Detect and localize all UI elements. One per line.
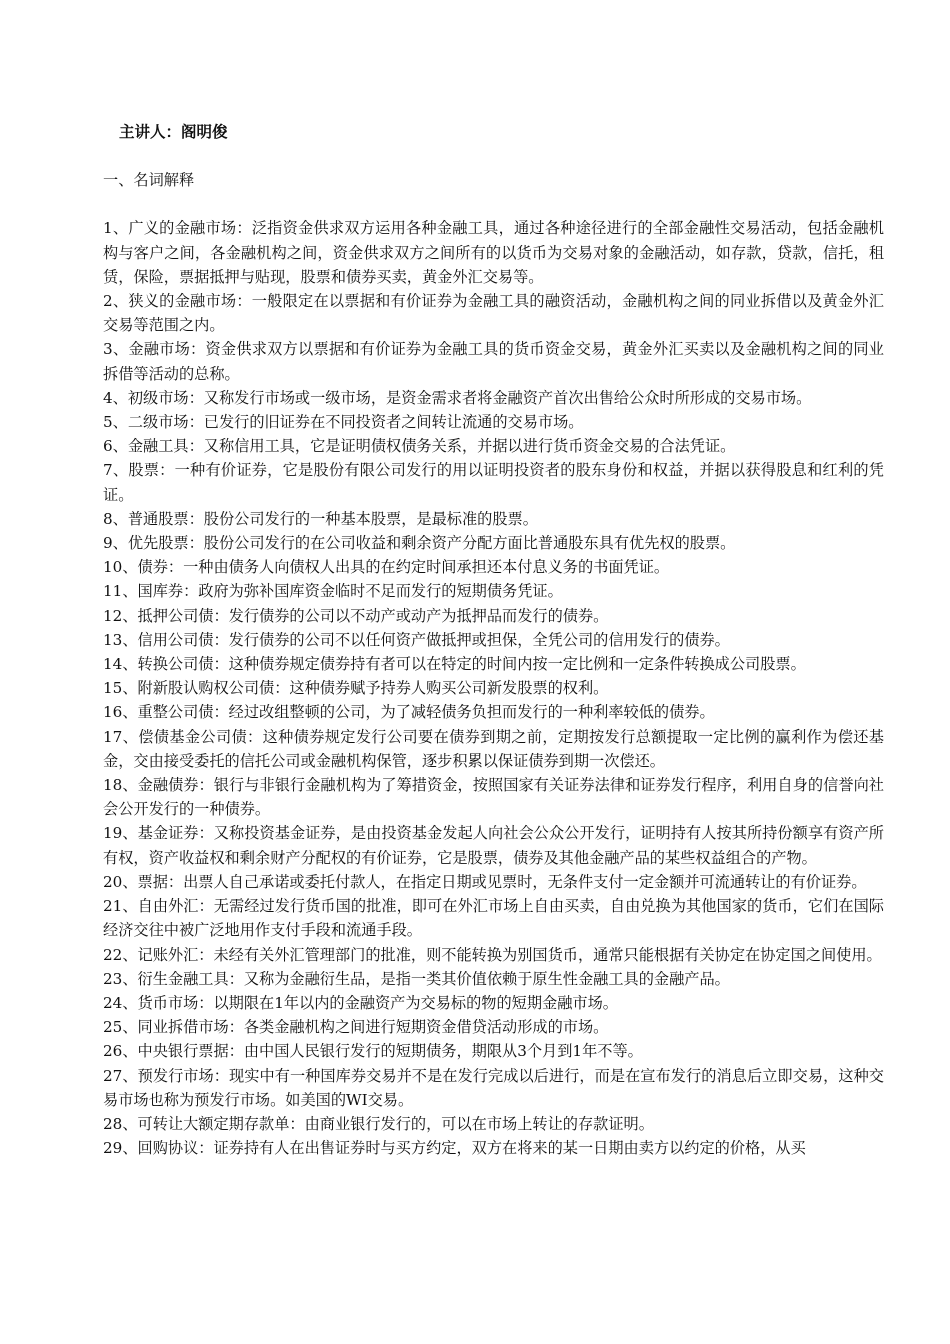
definition-item: 21、自由外汇：无需经过发行货币国的批准，即可在外汇市场上自由买卖，自由兑换为其他国家的货币，它们在国际经济交往中被广泛地用作支付手段和流通手段。 <box>103 897 884 940</box>
definition-item: 3、金融市场：资金供求双方以票据和有价证券为金融工具的货币资金交易，黄金外汇买卖以及金融机构之间的同业拆借等活动的总称。 <box>103 340 884 383</box>
definition-item: 14、转换公司债：这种债券规定债券持有者可以在特定的时间内按一定比例和一定条件转换成公司股票。 <box>103 655 806 674</box>
definition-item: 1、广义的金融市场：泛指资金供求双方运用各种金融工具，通过各种途径进行的全部金融性交易活动，包括金融机构与客户之间，各金融机构之间，资金供求双方之间所有的以货币为交易对象的金融活动，如存款，贷款，信托，租赁，保险，票据抵押与贴现，股票和债券买卖，黄金外汇交易等。 <box>103 219 884 286</box>
definition-item: 19、基金证券：又称投资基金证券，是由投资基金发起人向社会公众公开发行，证明持有人按其所持份额享有资产所有权，资产收益权和剩余财产分配权的有价证券，它是股票，债券及其他金融产品的某些权益组合的产物。 <box>103 824 884 867</box>
definition-item: 5、二级市场：已发行的旧证券在不同投资者之间转让流通的交易市场。 <box>103 413 584 432</box>
definition-item: 15、附新股认购权公司债：这种债券赋予持券人购买公司新发股票的权利。 <box>103 679 609 698</box>
section-heading: 一、名词解释 <box>103 171 195 190</box>
definition-item: 13、信用公司债：发行债券的公司不以任何资产做抵押或担保，全凭公司的信用发行的债券。 <box>103 630 730 649</box>
definition-item: 2、狭义的金融市场：一般限定在以票据和有价证券为金融工具的融资活动，金融机构之间的同业拆借以及黄金外汇交易等范围之内。 <box>103 292 884 335</box>
definition-item: 26、中央银行票据：由中国人民银行发行的短期债务，期限从3个月到1年不等。 <box>103 1042 643 1061</box>
definition-item: 28、可转让大额定期存款单：由商业银行发行的，可以在市场上转让的存款证明。 <box>103 1114 654 1133</box>
definition-item: 7、股票：一种有价证券，它是股份有限公司发行的用以证明投资者的股东身份和权益，并据以获得股息和红利的凭证。 <box>103 461 884 504</box>
definition-item: 12、抵押公司债：发行债券的公司以不动产或动产为抵押品而发行的债券。 <box>103 606 609 625</box>
definition-item: 25、同业拆借市场：各类金融机构之间进行短期资金借贷活动形成的市场。 <box>103 1018 609 1037</box>
definition-item: 4、初级市场：又称发行市场或一级市场，是资金需求者将金融资产首次出售给公众时所形成的交易市场。 <box>103 388 812 407</box>
definition-item: 18、金融债券：银行与非银行金融机构为了筹措资金，按照国家有关证券法律和证券发行程序，利用自身的信誉向社会公开发行的一种债券。 <box>103 776 884 819</box>
definition-item: 16、重整公司债：经过改组整顿的公司，为了减轻债务负担而发行的一种利率较低的债券。 <box>103 703 715 722</box>
definition-item: 6、金融工具：又称信用工具，它是证明债权债务关系，并据以进行货币资金交易的合法凭证。 <box>103 437 736 456</box>
definition-item: 27、预发行市场：现实中有一种国库券交易并不是在发行完成以后进行，而是在宣布发行的消息后立即交易，这种交易市场也称为预发行市场。如美国的WI交易。 <box>103 1066 884 1109</box>
definition-item: 20、票据：出票人自己承诺或委托付款人，在指定日期或见票时，无条件支付一定金额并可流通转让的有价证券。 <box>103 872 867 891</box>
definition-item: 11、国库券：政府为弥补国库资金临时不足而发行的短期债务凭证。 <box>103 582 563 601</box>
definition-item: 9、优先股票：股份公司发行的在公司收益和剩余资产分配方面比普通股东具有优先权的股票。 <box>103 534 736 553</box>
speaker-line: 主讲人：阁明俊 <box>119 122 228 141</box>
definition-item: 29、回购协议：证券持有人在出售证券时与买方约定，双方在将来的某一日期由卖方以约定的价格，从买 <box>103 1139 806 1158</box>
definition-item: 10、债券：一种由债务人向债权人出具的在约定时间承担还本付息义务的书面凭证。 <box>103 558 670 577</box>
definition-item: 8、普通股票：股份公司发行的一种基本股票，是最标准的股票。 <box>103 509 538 528</box>
definition-item: 23、衍生金融工具：又称为金融衍生品，是指一类其价值依赖于原生性金融工具的金融产品。 <box>103 969 730 988</box>
definition-item: 22、记账外汇：未经有关外汇管理部门的批准，则不能转换为别国货币，通常只能根据有关协定在协定国之间使用。 <box>103 945 882 964</box>
term-definition-list <box>103 216 884 1160</box>
definition-item: 24、货币市场：以期限在1年以内的金融资产为交易标的物的短期金融市场。 <box>103 993 618 1012</box>
definition-item: 17、偿债基金公司债：这种债券规定发行公司要在债券到期之前，定期按发行总额提取一定比例的赢利作为偿还基金，交由接受委托的信托公司或金融机构保管，逐步积累以保证债券到期一次偿还。 <box>103 727 884 770</box>
